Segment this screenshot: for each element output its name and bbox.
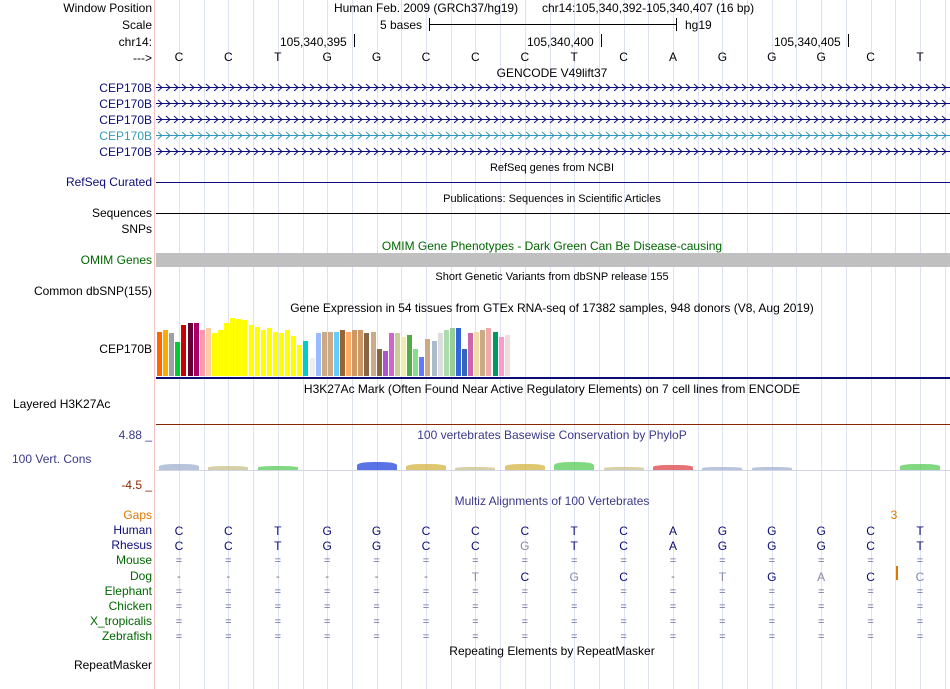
species-label[interactable]: Human <box>113 523 152 537</box>
coord-tick <box>354 34 355 47</box>
alignment-base: A <box>668 524 677 538</box>
gtex-tissue-bar[interactable] <box>444 330 449 376</box>
alignment-base: = <box>719 631 726 643</box>
alignment-base: T <box>274 539 282 553</box>
dbsnp-label[interactable]: Common dbSNP(155) <box>33 284 152 298</box>
refseq-gene-line[interactable] <box>156 182 950 183</box>
alignment-base: = <box>570 601 578 613</box>
gtex-tissue-bar[interactable] <box>188 323 193 376</box>
coord-label: 105,340,395 <box>280 35 347 49</box>
gtex-tissue-bar[interactable] <box>297 345 302 376</box>
alignment-base: C <box>866 570 875 584</box>
alignment-base: = <box>768 555 776 567</box>
sequence-base: C <box>619 50 628 64</box>
alignment-base: C <box>471 539 480 553</box>
alignment-base: = <box>472 555 479 567</box>
gtex-tissue-bar[interactable] <box>358 330 363 376</box>
h3k27ac-label[interactable]: Layered H3K27Ac <box>13 397 111 411</box>
alignment-base: C <box>421 539 431 553</box>
sequence-base: C <box>224 50 233 64</box>
alignment-base: = <box>472 586 479 598</box>
gtex-tissue-bar[interactable] <box>316 333 321 376</box>
alignment-base: C <box>421 524 431 538</box>
gtex-tissue-bar[interactable] <box>279 333 284 376</box>
alignment-base: = <box>768 616 776 628</box>
snps-label[interactable]: SNPs <box>121 222 152 236</box>
alignment-base: = <box>867 616 874 628</box>
alignment-base: = <box>323 631 331 643</box>
gaps-value: 3 <box>890 508 898 522</box>
alignment-base: = <box>570 555 578 567</box>
gtex-tissue-bar[interactable] <box>303 341 308 376</box>
gtex-tissue-bar[interactable] <box>206 328 211 376</box>
alignment-base: G <box>767 539 777 553</box>
gtex-tissue-bar[interactable] <box>334 332 339 376</box>
alignment-base: = <box>669 631 677 643</box>
gtex-tissue-bar[interactable] <box>310 358 315 376</box>
alignment-base: = <box>225 586 232 598</box>
alignment-base: = <box>669 586 677 598</box>
alignment-base: C <box>619 539 628 553</box>
sequence-base: C <box>866 50 875 64</box>
gtex-tissue-bar[interactable] <box>486 328 491 376</box>
h3k27ac-title: H3K27Ac Mark (Often Found Near Active Regulatory Elements) on 7 cell lines from ENCODE <box>303 382 801 396</box>
sequence-base: G <box>717 50 728 64</box>
gtex-tissue-bar[interactable] <box>163 330 168 376</box>
alignment-base: = <box>817 586 825 598</box>
coord-tick <box>848 34 849 47</box>
gtex-tissue-bar[interactable] <box>468 333 473 376</box>
alignment-base: G <box>767 570 777 584</box>
alignment-base: T <box>718 570 727 584</box>
gtex-tissue-bar[interactable] <box>438 333 443 376</box>
alignment-base: = <box>719 555 726 567</box>
alignment-base: - <box>177 571 181 583</box>
gtex-tissue-bar[interactable] <box>224 323 229 376</box>
alignment-base: = <box>472 601 479 613</box>
alignment-base: = <box>817 616 825 628</box>
scale-db: hg19 <box>685 18 712 32</box>
alignment-base: = <box>373 616 380 628</box>
omim-gene-bar[interactable] <box>156 253 950 267</box>
alignment-base: C <box>520 570 530 584</box>
alignment-base: G <box>371 524 382 538</box>
gtex-tissue-bar[interactable] <box>383 351 388 376</box>
sequences-line[interactable] <box>156 213 950 214</box>
gtex-tissue-bar[interactable] <box>419 357 424 376</box>
gencode-row-label[interactable]: CEP170B <box>99 129 152 143</box>
gtex-tissue-bar[interactable] <box>505 335 510 376</box>
alignment-base: C <box>174 524 184 538</box>
alignment-base: C <box>224 539 233 553</box>
alignment-base: = <box>669 616 677 628</box>
gtex-tissue-bar[interactable] <box>462 349 467 376</box>
track-labels <box>0 0 155 689</box>
alignment-base: = <box>768 586 776 598</box>
alignment-base: = <box>323 586 331 598</box>
alignment-base: = <box>867 555 874 567</box>
alignment-base: A <box>668 539 677 553</box>
alignment-base: C <box>915 570 925 584</box>
gtex-label[interactable]: CEP170B <box>99 342 152 356</box>
alignment-base: = <box>620 601 627 613</box>
alignment-base: - <box>325 571 330 583</box>
gtex-tissue-bar[interactable] <box>432 341 437 376</box>
species-label[interactable]: Mouse <box>115 553 152 567</box>
alignment-base: = <box>916 586 924 598</box>
alignment-base: = <box>768 631 776 643</box>
gtex-tissue-bar[interactable] <box>474 332 479 376</box>
gtex-tissue-bar[interactable] <box>352 330 357 376</box>
gencode-title: GENCODE V49lift37 <box>496 66 608 80</box>
sequence-base: G <box>371 50 382 64</box>
gtex-tissue-bar[interactable] <box>267 328 272 376</box>
gencode-transcript[interactable] <box>156 99 950 108</box>
omim-label[interactable]: OMIM Genes <box>80 253 152 267</box>
alignment-base: C <box>866 539 875 553</box>
gtex-tissue-bar[interactable] <box>157 332 162 376</box>
gtex-tissue-bar[interactable] <box>273 332 278 376</box>
alignment-base: = <box>472 631 479 643</box>
sequence-base: G <box>322 50 332 64</box>
alignment-base: C <box>619 524 628 538</box>
gtex-tissue-bar[interactable] <box>181 325 186 376</box>
gencode-transcript[interactable] <box>156 131 950 140</box>
alignment-base: = <box>225 616 232 628</box>
alignment-base: = <box>521 555 529 567</box>
alignment-base: = <box>719 601 726 613</box>
alignment-base: = <box>472 616 479 628</box>
gencode-row-label[interactable]: CEP170B <box>99 145 152 159</box>
gtex-tissue-bar[interactable] <box>401 337 406 376</box>
gtex-tissue-bar[interactable] <box>456 328 461 376</box>
alignment-base: = <box>175 631 183 643</box>
phylop-score-mark <box>357 462 397 470</box>
alignment-base: T <box>916 524 924 538</box>
gtex-tissue-bar[interactable] <box>169 333 174 376</box>
alignment-base: G <box>767 524 777 538</box>
alignment-base: = <box>373 631 380 643</box>
cons-min-label: -4.5 _ <box>121 478 152 492</box>
alignment-base: C <box>224 524 233 538</box>
alignment-base: = <box>521 616 529 628</box>
alignment-base: = <box>719 616 726 628</box>
gtex-tissue-bar[interactable] <box>371 332 376 376</box>
scale-bar-left-end <box>429 18 430 31</box>
alignment-base: T <box>570 524 578 538</box>
alignment-base: = <box>225 631 232 643</box>
alignment-base: = <box>521 586 529 598</box>
position-text: chr14:105,340,392-105,340,407 (16 bp) <box>542 1 755 15</box>
alignment-base: = <box>817 601 825 613</box>
alignment-base: = <box>373 555 380 567</box>
alignment-base: C <box>866 524 875 538</box>
gtex-tissue-bar[interactable] <box>377 349 382 376</box>
alignment-base: - <box>374 571 379 583</box>
alignment-base: = <box>225 555 232 567</box>
alignment-base: - <box>424 571 428 583</box>
alignment-base: = <box>719 586 726 598</box>
alignment-base: = <box>175 616 183 628</box>
scale-bar <box>429 24 676 25</box>
species-label[interactable]: Chicken <box>108 599 152 613</box>
gtex-tissue-bar[interactable] <box>255 327 260 376</box>
alignment-base: G <box>322 539 332 553</box>
track-area[interactable] <box>156 0 950 689</box>
label-divider <box>154 0 155 689</box>
alignment-base: = <box>274 616 282 628</box>
phylop-title: 100 vertebrates Basewise Conservation by PhyloP <box>417 428 687 442</box>
gtex-tissue-bar[interactable] <box>346 332 351 376</box>
alignment-base: = <box>323 555 331 567</box>
gtex-tissue-bar[interactable] <box>175 342 180 376</box>
scale-bar-right-end <box>676 18 677 31</box>
alignment-base: = <box>916 616 924 628</box>
alignment-base: G <box>569 570 579 584</box>
alignment-base: G <box>322 524 332 538</box>
alignment-base: = <box>669 555 677 567</box>
gtex-tissue-bar[interactable] <box>236 319 241 376</box>
species-label[interactable]: X_tropicalis <box>89 614 152 628</box>
alignment-base: C <box>520 524 530 538</box>
h3k27ac-baseline <box>156 424 950 425</box>
chrom-label: chr14: <box>118 35 152 49</box>
alignment-base: G <box>816 539 826 553</box>
alignment-base: = <box>422 616 430 628</box>
gtex-tissue-bar[interactable] <box>413 349 418 376</box>
sequence-base: C <box>174 50 184 64</box>
alignment-base: = <box>422 601 430 613</box>
gencode-row-label[interactable]: CEP170B <box>99 81 152 95</box>
gtex-tissue-bar[interactable] <box>493 332 498 376</box>
omim-title: OMIM Gene Phenotypes - Dark Green Can Be Disease-causing <box>381 239 723 253</box>
alignment-base: = <box>916 631 924 643</box>
gtex-baseline <box>156 377 950 379</box>
publications-title: Publications: Sequences in Scientific Articles <box>443 193 661 205</box>
alignment-base: = <box>620 616 627 628</box>
scale-text: 5 bases <box>380 18 423 32</box>
dbsnp-title: Short Genetic Variants from dbSNP release 155 <box>435 271 669 283</box>
sequence-base: G <box>816 50 826 64</box>
repeatmasker-label[interactable]: RepeatMasker <box>73 658 152 672</box>
coord-label: 105,340,405 <box>774 35 841 49</box>
alignment-base: T <box>274 524 282 538</box>
alignment-base: G <box>520 539 530 553</box>
alignment-base: = <box>274 586 282 598</box>
phylop-zero-line <box>156 470 950 471</box>
gtex-tissue-bar[interactable] <box>480 330 485 376</box>
alignment-base: = <box>620 555 627 567</box>
alignment-base: = <box>620 631 627 643</box>
gencode-row-label[interactable]: CEP170B <box>99 113 152 127</box>
alignment-base: = <box>916 601 924 613</box>
gtex-tissue-bar[interactable] <box>499 337 504 376</box>
gtex-tissue-bar[interactable] <box>328 332 333 376</box>
coord-label: 105,340,400 <box>527 35 594 49</box>
sequence-base: T <box>570 50 578 64</box>
sequence-base: T <box>916 50 924 64</box>
alignment-base: - <box>275 571 280 583</box>
gtex-tissue-bar[interactable] <box>395 333 400 376</box>
strand-label: ---> <box>133 51 152 65</box>
species-label[interactable]: Dog <box>129 569 152 583</box>
alignment-base: = <box>225 601 232 613</box>
gtex-tissue-bar[interactable] <box>230 318 235 376</box>
alignment-base: - <box>226 571 231 583</box>
alignment-base: G <box>717 524 728 538</box>
gtex-tissue-bar[interactable] <box>218 330 223 376</box>
scale-label: Scale <box>121 18 152 32</box>
gtex-tissue-bar[interactable] <box>425 339 430 376</box>
alignment-base: = <box>570 631 578 643</box>
alignment-base: G <box>371 539 382 553</box>
cons-max-label: 4.88 _ <box>118 428 152 442</box>
gtex-title: Gene Expression in 54 tissues from GTEx RNA-seq of 17382 samples, 948 donors (V8, Aug 2019) <box>290 301 814 315</box>
alignment-base: C <box>174 539 184 553</box>
alignment-base: = <box>274 555 282 567</box>
gtex-tissue-bar[interactable] <box>285 330 290 376</box>
alignment-base: T <box>570 539 578 553</box>
species-label[interactable]: Zebrafish <box>101 629 152 643</box>
gtex-tissue-bar[interactable] <box>261 330 266 376</box>
alignment-base: = <box>323 616 331 628</box>
alignment-base: = <box>373 601 380 613</box>
gtex-tissue-bar[interactable] <box>212 333 217 376</box>
alignment-base: = <box>373 586 380 598</box>
alignment-base: = <box>175 601 183 613</box>
gtex-tissue-bar[interactable] <box>407 335 412 376</box>
species-label[interactable]: Elephant <box>104 584 152 598</box>
cons-name-label[interactable]: 100 Vert. Cons <box>12 452 92 466</box>
assembly-title: Human Feb. 2009 (GRCh37/hg19) <box>334 1 519 15</box>
sequence-base: C <box>471 50 480 64</box>
gencode-transcript[interactable] <box>156 83 950 92</box>
window-position-label[interactable]: Window Position <box>63 1 152 15</box>
gtex-tissue-bar[interactable] <box>194 323 199 376</box>
gtex-tissue-bar[interactable] <box>364 333 369 376</box>
gencode-transcript[interactable] <box>156 115 950 124</box>
alignment-base: - <box>671 571 675 583</box>
alignment-base: G <box>816 524 826 538</box>
alignment-base: G <box>717 539 728 553</box>
alignment-base: = <box>422 631 430 643</box>
alignment-base: = <box>570 586 578 598</box>
sequence-base: A <box>668 50 677 64</box>
alignment-base: T <box>916 539 924 553</box>
alignment-base: = <box>175 586 183 598</box>
gtex-tissue-bar[interactable] <box>389 333 394 376</box>
alignment-base: C <box>619 570 628 584</box>
gaps-label[interactable]: Gaps <box>123 508 152 522</box>
alignment-base: = <box>274 631 282 643</box>
gtex-tissue-bar[interactable] <box>200 330 205 376</box>
alignment-base: = <box>867 631 874 643</box>
refseq-label[interactable]: RefSeq Curated <box>65 175 152 189</box>
phylop-score-mark <box>554 462 594 470</box>
alignment-base: = <box>570 616 578 628</box>
alignment-base: = <box>323 601 331 613</box>
alignment-base: = <box>620 586 627 598</box>
multiz-title: Multiz Alignments of 100 Vertebrates <box>454 494 650 508</box>
gencode-transcript[interactable] <box>156 147 950 156</box>
insertion-marker <box>896 566 898 580</box>
alignment-base: = <box>422 586 430 598</box>
gencode-row-label[interactable]: CEP170B <box>99 97 152 111</box>
alignment-base: = <box>916 555 924 567</box>
alignment-base: C <box>471 524 480 538</box>
sequences-label[interactable]: Sequences <box>91 206 152 220</box>
gtex-tissue-bar[interactable] <box>249 325 254 376</box>
gtex-tissue-bar[interactable] <box>242 320 247 376</box>
gtex-tissue-bar[interactable] <box>291 336 296 376</box>
alignment-base: = <box>817 555 825 567</box>
gtex-tissue-bar[interactable] <box>340 330 345 376</box>
alignment-base: A <box>817 570 826 584</box>
refseq-title: RefSeq genes from NCBI <box>489 162 615 174</box>
sequence-base: C <box>520 50 530 64</box>
alignment-base: = <box>669 601 677 613</box>
sequence-base: C <box>421 50 431 64</box>
alignment-base: = <box>768 601 776 613</box>
sequence-base: G <box>767 50 777 64</box>
alignment-base: = <box>817 631 825 643</box>
repeatmasker-title: Repeating Elements by RepeatMasker <box>449 644 655 658</box>
alignment-base: = <box>867 586 874 598</box>
sequence-base: T <box>274 50 282 64</box>
species-label[interactable]: Rhesus <box>111 538 152 552</box>
alignment-base: = <box>521 601 529 613</box>
alignment-base: = <box>175 555 183 567</box>
alignment-base: T <box>471 570 480 584</box>
alignment-base: = <box>521 631 529 643</box>
alignment-base: = <box>867 601 874 613</box>
gtex-tissue-bar[interactable] <box>450 328 455 376</box>
alignment-base: = <box>274 601 282 613</box>
gtex-tissue-bar[interactable] <box>322 332 327 376</box>
alignment-base: = <box>422 555 430 567</box>
coord-tick <box>601 34 602 47</box>
